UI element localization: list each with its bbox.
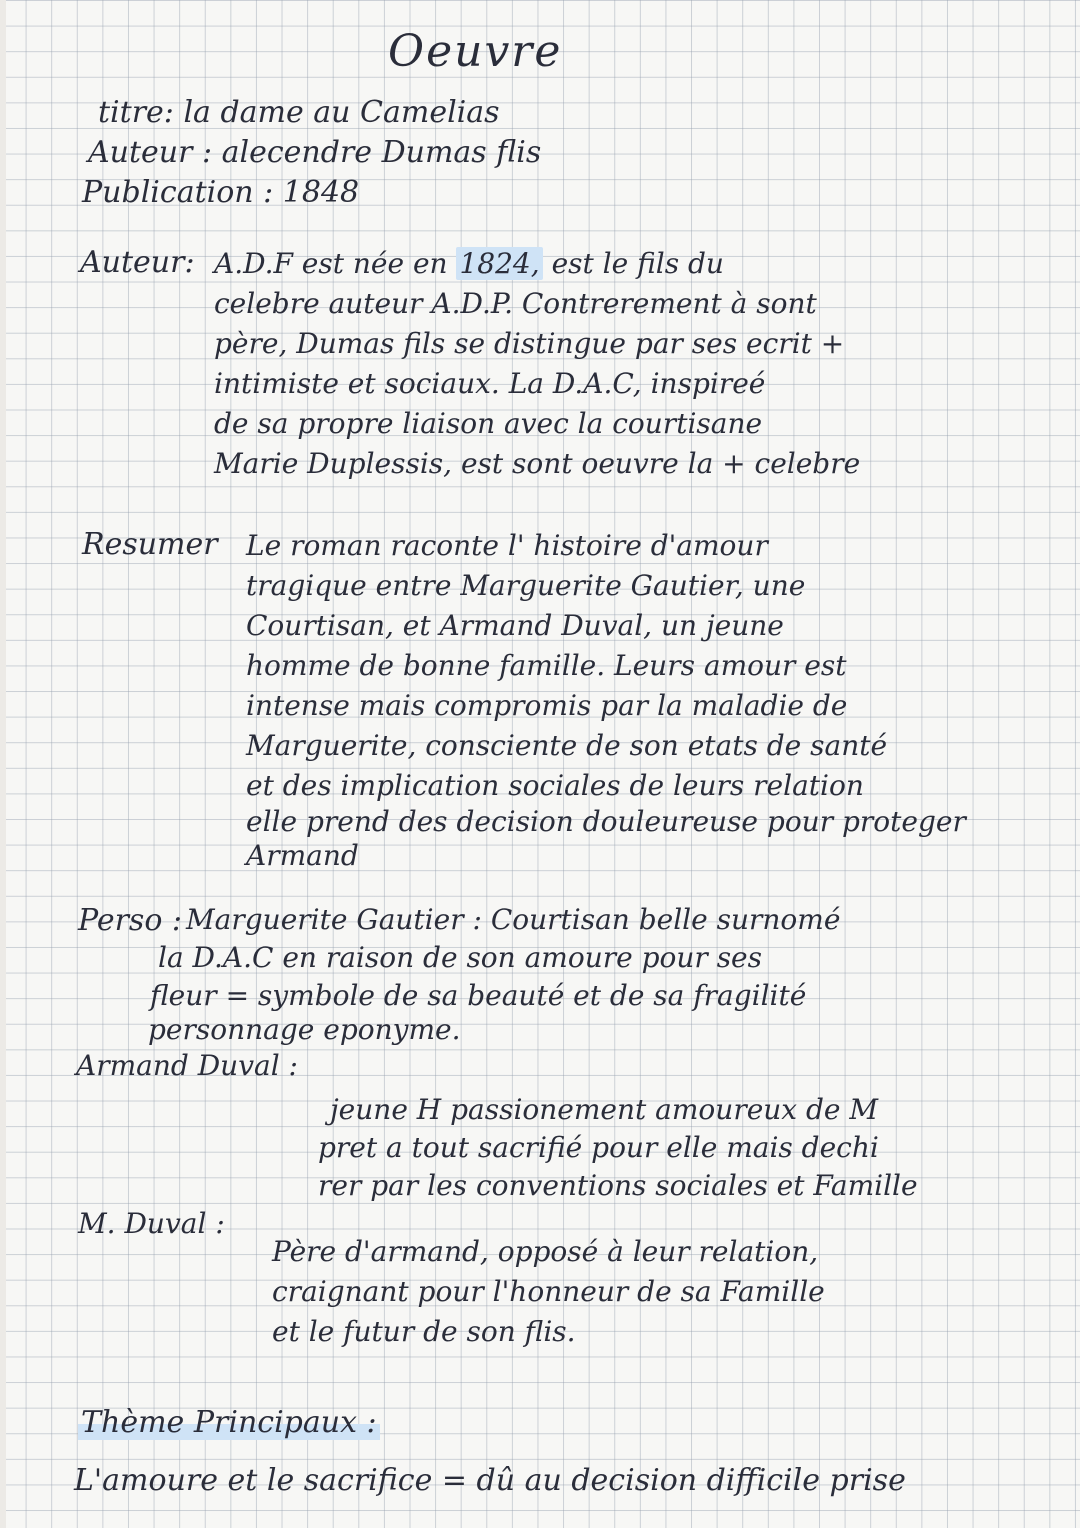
resume-line-7: et des implication sociales de leurs relation	[246, 769, 864, 802]
mduval-label: M. Duval :	[78, 1207, 225, 1240]
resume-line-1: Le roman raconte l' histoire d'amour	[246, 529, 768, 562]
auteur-line-6: Marie Duplessis, est sont oeuvre la + celebre	[214, 447, 861, 480]
auteur-line-5: de sa propre liaison avec la courtisane	[214, 407, 763, 440]
themes-section-label-text: Thème Principaux :	[78, 1405, 380, 1440]
marguerite-line-4: personnage eponyme.	[148, 1013, 461, 1046]
mduval-line-3: et le futur de son flis.	[272, 1315, 576, 1348]
auteur-line-3: père, Dumas fils se distingue par ses ecrit +	[214, 327, 845, 360]
resume-section-label: Resumer	[82, 527, 218, 562]
resume-line-6: Marguerite, consciente de son etats de santé	[246, 729, 888, 762]
armand-line-2: pret a tout sacrifié pour elle mais dechi	[318, 1131, 879, 1164]
marguerite-line-1: Marguerite Gautier : Courtisan belle surnomé	[186, 903, 841, 936]
publication-line: Publication : 1848	[82, 175, 360, 210]
titre-line: titre: la dame au Camelias	[98, 95, 500, 130]
marguerite-line-3: fleur = symbole de sa beauté et de sa fragilité	[150, 979, 807, 1012]
mduval-line-2: craignant pour l'honneur de sa Famille	[272, 1275, 825, 1308]
resume-line-2: tragique entre Marguerite Gautier, une	[246, 569, 806, 602]
auteur-line: Auteur : alecendre Dumas flis	[88, 135, 542, 170]
marguerite-line-2: la D.A.C en raison de son amoure pour ses	[158, 941, 762, 974]
page-title: Oeuvre	[388, 26, 563, 77]
notebook-margin	[0, 0, 6, 1528]
auteur-line-2: celebre auteur A.D.P. Contrerement à sont	[214, 287, 817, 320]
resume-line-8: elle prend des decision douleureuse pour proteger	[246, 805, 966, 838]
auteur-section-label: Auteur:	[80, 245, 195, 280]
themes-line-1: L'amoure et le sacrifice = dû au decision difficile prise	[74, 1463, 906, 1498]
auteur-line-1	[214, 247, 724, 280]
birth-year-highlight: 1824,	[456, 247, 542, 280]
resume-line-4: homme de bonne famille. Leurs amour est	[246, 649, 847, 682]
auteur-line-1-pre: A.D.F est née en	[214, 247, 448, 280]
perso-section-label: Perso :	[78, 903, 183, 938]
resume-line-9: Armand	[246, 839, 359, 872]
auteur-line-4: intimiste et sociaux. La D.A.C, inspireé	[214, 367, 766, 400]
armand-label: Armand Duval :	[76, 1049, 298, 1082]
resume-line-3: Courtisan, et Armand Duval, un jeune	[246, 609, 784, 642]
armand-line-3: rer par les conventions sociales et Famille	[318, 1169, 918, 1202]
auteur-line-1-post: est le fils du	[551, 247, 724, 280]
armand-line-1: jeune H passionement amoureux de M	[330, 1093, 879, 1126]
mduval-line-1: Père d'armand, opposé à leur relation,	[272, 1235, 819, 1268]
themes-section-label	[78, 1405, 380, 1440]
resume-line-5: intense mais compromis par la maladie de	[246, 689, 848, 722]
